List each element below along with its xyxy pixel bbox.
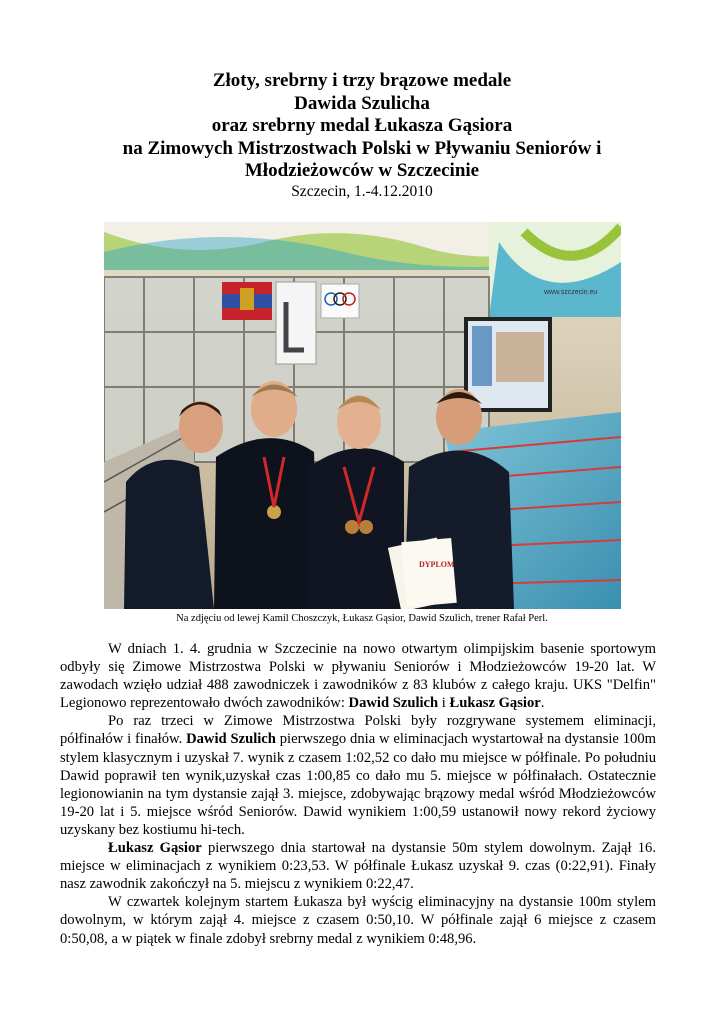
paragraph xyxy=(60,640,656,712)
athlete-name: Łukasz Gąsior xyxy=(108,840,202,857)
paragraph-text: . xyxy=(540,695,545,712)
title-line: Młodzieżowców w Szczecinie xyxy=(244,160,480,181)
title-line: Dawida Szulicha xyxy=(294,92,430,114)
team-photo xyxy=(104,222,621,609)
banner-url-text: www.szczecin.eu xyxy=(544,289,598,296)
team-photo-illustration xyxy=(104,222,621,609)
paragraph-text: pierwszego dnia w eliminacjach wystartował na dystansie 100m stylem klasycznym i uzyskał 7. wynik z czasem 1:02,52 co dało mu miejsce w półfinale. Po południu Dawid poprawił ten wynik,uzyskał czas 1:00,85 co dało mu 5. miejsce w półfinałach. Ostatecznie legionowianin na tym dystansie zajął 3. miejsce, zdobywając brązowy medal wśród Młodzieżowców 19-20 lat i 5. miejsce wśród Seniorów. Dawid wynikiem 1:00,59 ustanowił nowy rekord życiowy uzyskany bez kostiumu hi-tech. xyxy=(60,731,656,838)
article-body xyxy=(60,640,656,948)
paragraph-text: pierwszego dnia startował na dystansie 50m stylem dowolnym. Zajął 16. miejsce w eliminacjach z wynikiem 0:23,53. W półfinale Łukasz uzyskał 9. czas (0:22,91). Finały nasz zawodnik zakończył na 5. miejscu z wynikiem 0:22,47. xyxy=(60,840,656,893)
place-date: Szczecin, 1.-4.12.2010 xyxy=(291,183,433,200)
title-line: Złoty, srebrny i trzy brązowe medale xyxy=(212,70,512,91)
paragraph-text: W czwartek kolejnym startem Łukasza był wyścig eliminacyjny na dystansie 100m stylem dowolnym, w którym zajął 4. miejsce z czasem 0:50,10. W półfinale zajął 6 miejsce z czasem 0:50,08, a w piątek w finale zdobył srebrny medal z wynikiem 0:48,96. xyxy=(60,894,656,947)
photo-caption: Na zdjęciu od lewej Kamil Choszczyk, Łukasz Gąsior, Dawid Szulich, trener Rafał Perl. xyxy=(176,613,548,624)
athlete-name: Dawid Szulich xyxy=(348,695,439,712)
paragraph xyxy=(60,893,656,947)
paragraph-text: W dniach 1. 4. grudnia w Szczecinie na nowo otwartym olimpijskim basenie sportowym odbyły się Zimowe Mistrzostwa Polski w pływaniu Seniorów i Młodzieżowców 19-20 lat. W zawodach wzięło udział 488 zawodniczek i zawodników z 83 klubów z całego kraju. UKS "Delfin" Legionowo reprezentowało dwóch zawodników: xyxy=(60,641,656,712)
paragraph-text: Po raz trzeci w Zimowe Mistrzostwa Polski były rozgrywane systemem eliminacji, półfinałów i finałów. xyxy=(60,713,656,748)
article-title xyxy=(60,70,664,183)
paragraph xyxy=(60,712,656,839)
title-line: oraz srebrny medal Łukasza Gąsiora xyxy=(211,115,513,136)
athlete-name: Dawid Szulich xyxy=(186,731,276,748)
paragraph xyxy=(60,839,656,893)
diploma-text: DYPLOM xyxy=(419,560,455,569)
title-line: na Zimowych Mistrzostwach Polski w Pływaniu Seniorów i xyxy=(122,137,602,159)
athlete-name: Łukasz Gąsior xyxy=(449,695,541,712)
paragraph-text: i xyxy=(438,695,450,712)
